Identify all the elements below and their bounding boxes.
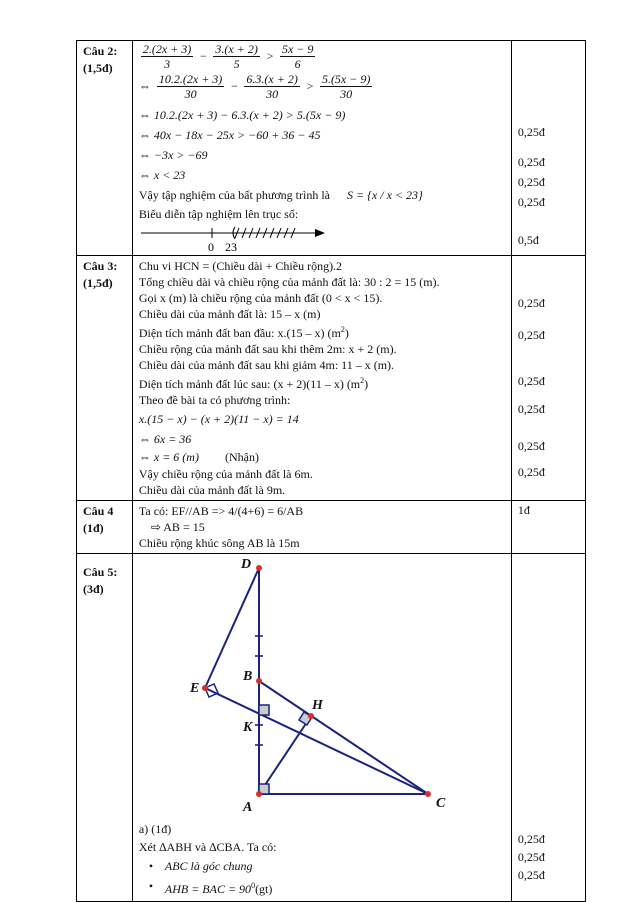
- fraction: $\frac{3.(x + 2)}{5}$: [215, 41, 258, 71]
- segment-BC: [259, 681, 428, 794]
- equation-line: [139, 448, 505, 466]
- question-points: (3đ): [83, 582, 104, 596]
- score: 0,25đ: [517, 155, 545, 169]
- equation-line: x.(15 − x) − (x + 2)(11 − x) = 14: [138, 412, 299, 426]
- solution-cell: [132, 554, 511, 902]
- bullet-text: ABC là góc chung: [164, 859, 253, 873]
- hatched-region: [235, 228, 295, 238]
- question-label-cell: [77, 554, 133, 902]
- fraction: $\frac{5x - 9}{6}$: [281, 41, 314, 71]
- closing-paren: ): [364, 377, 369, 391]
- number-line-caption: Biểu diễn tập nghiệm lên trục số:: [138, 207, 299, 221]
- inequality-line-4: ⇔ 40x − 18x − 25x > −60 + 36 − 45: [138, 128, 321, 142]
- operator: −: [230, 78, 239, 93]
- tick-label-23: 23: [224, 240, 237, 253]
- inequality-line-3: ⇔ 10.2.(2x + 3) − 6.3.(x + 2) > 5.(5x − 9): [138, 108, 346, 122]
- score: 0,25đ: [517, 850, 545, 864]
- question-label: Câu 4: [83, 504, 114, 518]
- label-E: E: [189, 681, 200, 696]
- label-A: A: [242, 800, 253, 815]
- solution-cell: [132, 41, 511, 256]
- bullet-text: AHB = BAC = 90: [164, 882, 252, 896]
- operator: −: [199, 48, 208, 63]
- text-line: Chiều dài của mảnh đất là 9m.: [138, 483, 286, 497]
- score: 0,25đ: [517, 175, 545, 189]
- geometry-figure: [139, 556, 499, 818]
- row-cau-4: [77, 501, 586, 554]
- text-line: Chu vi HCN = (Chiều dài + Chiều rộng).2: [138, 259, 343, 273]
- score: 0,25đ: [517, 328, 545, 342]
- right-angle-K: [259, 705, 269, 715]
- point-A: [256, 791, 262, 797]
- label-K: K: [242, 720, 253, 735]
- score: 0,25đ: [517, 465, 545, 479]
- score: 0,25đ: [517, 868, 545, 882]
- answer-table: [76, 40, 586, 902]
- inequality-line-2: [139, 71, 505, 101]
- inequality-line-1: [139, 41, 505, 71]
- point-D: [256, 565, 262, 571]
- question-label-cell: [77, 41, 133, 256]
- score: 0,25đ: [517, 439, 545, 453]
- row-cau-3: [77, 256, 586, 501]
- text-line: [139, 322, 505, 341]
- score-cell: [511, 41, 585, 256]
- equivalence-symbol: ⇔: [138, 78, 151, 93]
- fraction: $\frac{10.2.(2x + 3)}{30}$: [158, 71, 223, 101]
- question-points: (1đ): [83, 521, 104, 535]
- inequality-line-6: ⇔ x < 23: [138, 168, 186, 182]
- label-H: H: [311, 698, 323, 713]
- label-B: B: [242, 669, 253, 684]
- text-line: Chiều dài của mảnh đất là: 15 – x (m): [138, 307, 321, 321]
- fraction: $\frac{6.3.(x + 2)}{30}$: [246, 71, 298, 101]
- part-label: a) (1đ): [138, 822, 172, 836]
- score: 0,25đ: [517, 832, 545, 846]
- score-cell: [511, 554, 585, 902]
- bullet-tail: (gt): [255, 882, 273, 896]
- bullet-item: [139, 856, 505, 876]
- point-E: [202, 685, 208, 691]
- score: 0,25đ: [517, 195, 545, 209]
- inequality-line-5: ⇔ −3x > −69: [138, 148, 208, 162]
- bullet-item: [139, 876, 505, 899]
- accepted-note: (Nhận): [224, 450, 259, 464]
- question-label: Câu 3:: [83, 259, 118, 273]
- area-before-text: Diện tích mảnh đất ban đầu: x.(15 – x) (m: [138, 326, 341, 340]
- row-cau-2: [77, 41, 586, 256]
- text-line: [139, 373, 505, 392]
- question-points: (1,5đ): [83, 61, 113, 75]
- degree-exponent: 0: [251, 881, 256, 890]
- text-line: Xét ∆ABH và ∆CBA. Ta có:: [138, 840, 277, 854]
- score-cell: [511, 256, 585, 501]
- text-line: Chiều rộng khúc sông AB là 15m: [138, 536, 300, 550]
- segment-AH: [259, 716, 311, 794]
- text-line: Chiều rộng của mảnh đất sau khi thêm 2m: x + 2 (m).: [138, 342, 397, 356]
- point-H: [308, 713, 314, 719]
- solution-set-line: [139, 185, 505, 205]
- question-label-cell: [77, 256, 133, 501]
- score: 0,5đ: [517, 233, 539, 247]
- score: 0,25đ: [517, 296, 545, 310]
- area-after-text: Diện tích mảnh đất lúc sau: (x + 2)(11 – x) (m: [138, 377, 361, 391]
- point-B: [256, 678, 262, 684]
- unit-exponent: 2: [340, 325, 345, 334]
- score: 0,25đ: [517, 402, 545, 416]
- text-line: Theo đề bài ta có phương trình:: [138, 393, 291, 407]
- solution-value: ⇔ x = 6 (m): [138, 450, 199, 464]
- row-cau-5: [77, 554, 586, 902]
- closing-paren: ): [344, 326, 349, 340]
- label-D: D: [240, 557, 251, 572]
- solution-cell: [132, 256, 511, 501]
- text-line: ⇨ AB = 15: [150, 520, 205, 534]
- score: 0,25đ: [517, 374, 545, 388]
- solution-cell: [132, 501, 511, 554]
- text-line: Chiều dài của mảnh đất sau khi giảm 4m: 11 – x (m).: [138, 358, 395, 372]
- question-label-cell: [77, 501, 133, 554]
- question-label: Câu 5:: [83, 565, 118, 579]
- arrow-head: [315, 229, 325, 237]
- question-points: (1,5đ): [83, 276, 113, 290]
- score-cell: [511, 501, 585, 554]
- solution-set-formula: S = {x / x < 23}: [347, 188, 423, 202]
- question-label: Câu 2:: [83, 44, 118, 58]
- fraction: $\frac{5.(5x - 9)}{30}$: [321, 71, 371, 101]
- equation-line: ⇔ 6x = 36: [138, 432, 192, 446]
- number-line: [139, 223, 329, 253]
- solution-set-text: Vậy tập nghiệm của bất phương trình là: [138, 188, 331, 202]
- score: 1đ: [517, 503, 530, 517]
- tick-label-zero: 0: [207, 240, 214, 253]
- text-line: Gọi x (m) là chiều rộng của mảnh đất (0 < x < 15).: [138, 291, 383, 305]
- point-C: [425, 791, 431, 797]
- score: 0,25đ: [517, 125, 545, 139]
- operator: >: [265, 48, 274, 63]
- fraction: $\frac{2.(2x + 3)}{3}$: [142, 41, 192, 71]
- unit-exponent: 2: [360, 376, 365, 385]
- text-line: Tổng chiều dài và chiều rộng của mảnh đất là: 30 : 2 = 15 (m).: [138, 275, 440, 289]
- text-line: Ta có: EF//AB => 4/(4+6) = 6/AB: [138, 504, 304, 518]
- label-C: C: [435, 796, 446, 811]
- operator: >: [305, 78, 314, 93]
- text-line: Vậy chiều rộng của mảnh đất là 6m.: [138, 467, 313, 481]
